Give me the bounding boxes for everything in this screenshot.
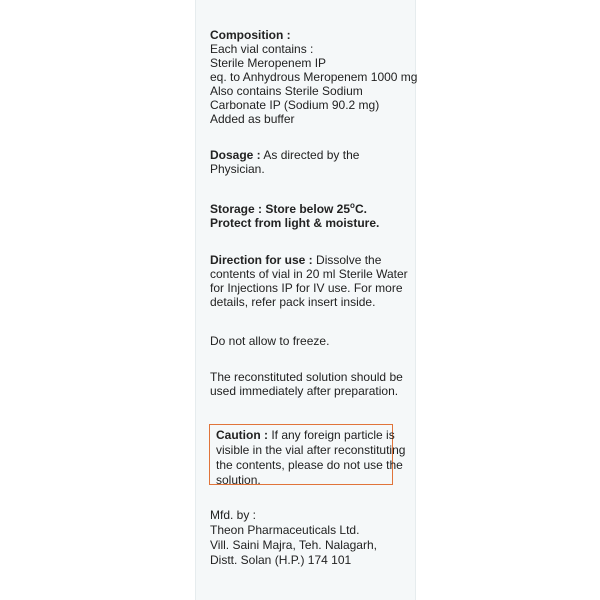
reconstituted-line: used immediately after preparation.	[210, 384, 399, 398]
caution-line	[216, 428, 405, 443]
storage-label: Storage : Store below 25	[210, 202, 351, 216]
caution-text	[216, 428, 405, 488]
composition-line: Added as buffer	[210, 112, 295, 126]
dosage-line	[210, 148, 359, 163]
composition-line: Carbonate IP (Sodium 90.2 mg)	[210, 98, 380, 112]
dosage-label: Dosage :	[210, 148, 261, 162]
direction-line: contents of vial in 20 ml Sterile Water	[210, 267, 408, 281]
direction-text: Dissolve the	[312, 253, 382, 267]
mfd-label: Mfd. by :	[210, 508, 257, 522]
direction-label: Direction for use :	[210, 253, 313, 267]
caution-line: the contents, please do not use the	[216, 458, 403, 472]
direction-line: details, refer pack insert inside.	[210, 295, 376, 309]
caution-label: Caution :	[216, 428, 268, 442]
storage-unit: C.	[354, 202, 367, 216]
storage-line	[210, 202, 367, 217]
dosage-line-2: Physician.	[210, 162, 265, 176]
composition-heading: Composition :	[210, 28, 291, 42]
composition-line: Each vial contains :	[210, 42, 314, 56]
direction-line	[210, 253, 381, 268]
storage-line-2: Protect from light & moisture.	[210, 216, 380, 230]
caution-line: solution.	[216, 473, 261, 487]
degree-symbol: o	[350, 201, 355, 210]
reconstituted-line: The reconstituted solution should be	[210, 370, 403, 384]
caution-line: visible in the vial after reconstituting	[216, 443, 406, 457]
dosage-text: As directed by the	[260, 148, 360, 162]
mfd-line: Vill. Saini Majra, Teh. Nalagarh,	[210, 538, 377, 552]
caution-text-1: If any foreign particle is	[268, 428, 395, 442]
composition-line: Also contains Sterile Sodium	[210, 84, 363, 98]
freeze-note: Do not allow to freeze.	[210, 334, 330, 348]
direction-line: for Injections IP for IV use. For more	[210, 281, 403, 295]
composition-line: eq. to Anhydrous Meropenem 1000 mg	[210, 70, 418, 84]
mfd-line: Theon Pharmaceuticals Ltd.	[210, 523, 360, 537]
composition-line: Sterile Meropenem IP	[210, 56, 327, 70]
mfd-line: Distt. Solan (H.P.) 174 101	[210, 553, 352, 567]
